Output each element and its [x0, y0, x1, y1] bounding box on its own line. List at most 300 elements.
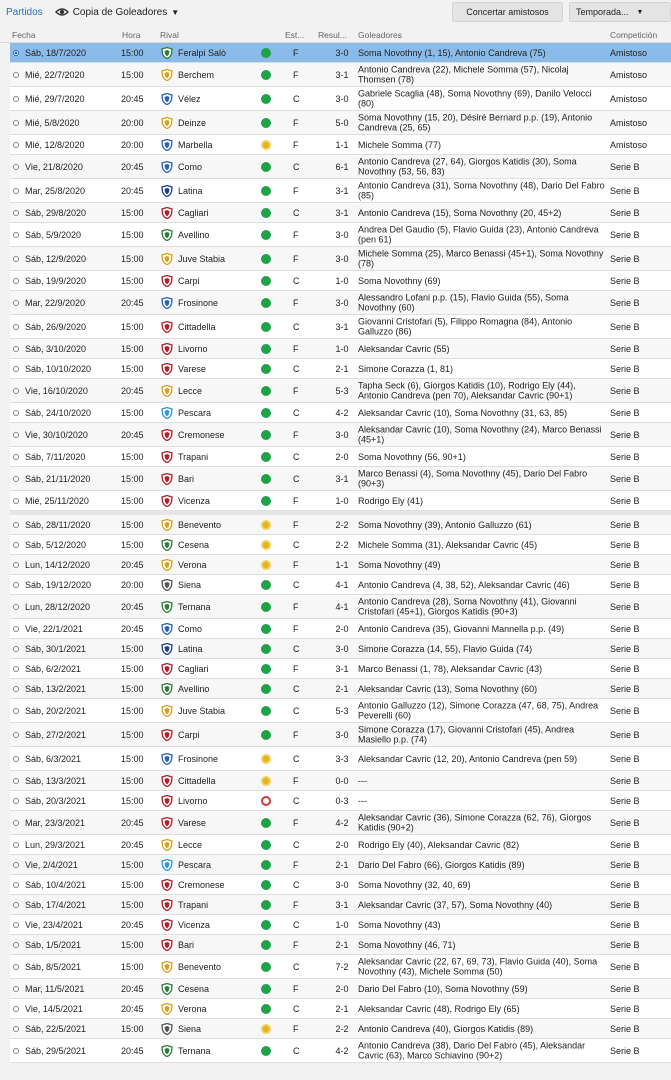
- goalscorers: Simone Corazza (17), Giovanni Cristofari (45), Andrea Masiello p.p. (74): [358, 724, 575, 745]
- goalscorers: Marco Benassi (4), Soma Novothny (45), Dario Del Fabro (90+3): [358, 468, 588, 489]
- match-time: 15:00: [121, 451, 144, 462]
- goalscorers: Soma Novothny (46, 71): [358, 939, 456, 950]
- match-score[interactable]: 3-1: [335, 185, 349, 196]
- opponent-link[interactable]: Livorno: [178, 795, 208, 806]
- table-row[interactable]: [10, 747, 671, 771]
- opponent-link[interactable]: Varese: [178, 363, 206, 374]
- table-row[interactable]: [10, 699, 671, 723]
- table-row[interactable]: [10, 791, 671, 811]
- table-row[interactable]: [10, 723, 671, 747]
- row-radio[interactable]: [13, 432, 19, 438]
- table-row[interactable]: [10, 575, 671, 595]
- venue-status: F: [293, 495, 299, 506]
- table-row[interactable]: [10, 595, 671, 619]
- table-row[interactable]: [10, 111, 671, 135]
- opponent-link[interactable]: Vicenza: [178, 919, 210, 930]
- result-win-icon: [261, 430, 271, 440]
- opponent-link[interactable]: Cagliari: [178, 663, 209, 674]
- table-row[interactable]: [10, 895, 671, 915]
- row-radio[interactable]: [13, 666, 19, 672]
- opponent-link[interactable]: Cesena: [178, 983, 210, 994]
- row-radio[interactable]: [13, 1048, 19, 1054]
- match-score[interactable]: 2-1: [335, 363, 349, 374]
- row-radio[interactable]: [13, 278, 19, 284]
- match-score[interactable]: 5-0: [335, 117, 349, 128]
- competition: Serie B: [610, 579, 640, 590]
- match-score[interactable]: 3-0: [335, 879, 349, 890]
- table-row[interactable]: [10, 315, 671, 339]
- match-time: 15:00: [121, 705, 144, 716]
- table-row[interactable]: [10, 659, 671, 679]
- table-row[interactable]: [10, 771, 671, 791]
- goalscorers: Soma Novothny (15, 20), Désiré Bernard p.p. (19), Antonio Candreva (25, 65): [358, 112, 593, 133]
- row-radio[interactable]: [13, 964, 19, 970]
- row-radio[interactable]: [13, 346, 19, 352]
- table-row[interactable]: [10, 935, 671, 955]
- table-row[interactable]: [10, 63, 671, 87]
- row-radio[interactable]: [13, 210, 19, 216]
- match-score[interactable]: 4-2: [335, 817, 349, 828]
- match-time: 15:00: [121, 69, 144, 80]
- table-row[interactable]: [10, 223, 671, 247]
- match-date: Sáb, 13/2/2021: [25, 683, 87, 694]
- competition: Serie B: [610, 961, 640, 972]
- opponent-link[interactable]: Vélez: [178, 93, 201, 104]
- opponent-link[interactable]: Trapani: [178, 451, 209, 462]
- opponent-link[interactable]: Ternana: [178, 601, 211, 612]
- match-score[interactable]: 4-2: [335, 1045, 349, 1056]
- result-win-icon: [261, 684, 271, 694]
- venue-status: C: [293, 643, 300, 654]
- opponent-link[interactable]: Cittadella: [178, 775, 216, 786]
- match-score[interactable]: 3-0: [335, 93, 349, 104]
- table-row[interactable]: [10, 679, 671, 699]
- row-radio[interactable]: [13, 756, 19, 762]
- row-radio[interactable]: [13, 410, 19, 416]
- match-score[interactable]: 1-1: [335, 559, 349, 570]
- match-score[interactable]: 1-0: [335, 495, 349, 506]
- opponent-link[interactable]: Bari: [178, 473, 195, 484]
- table-row[interactable]: [10, 619, 671, 639]
- opponent-link[interactable]: Pescara: [178, 407, 212, 418]
- result-win-icon: [261, 880, 271, 890]
- row-radio[interactable]: [13, 476, 19, 482]
- match-time: 20:45: [121, 429, 144, 440]
- opponent-link[interactable]: Lecce: [178, 839, 203, 850]
- row-radio[interactable]: [13, 582, 19, 588]
- match-date: Vie, 21/8/2020: [25, 161, 83, 172]
- competition: Serie B: [610, 161, 640, 172]
- match-score[interactable]: 6-1: [335, 161, 349, 172]
- opponent-link[interactable]: Verona: [178, 559, 207, 570]
- match-date: Mié, 22/7/2020: [25, 69, 85, 80]
- match-time: 15:00: [121, 1023, 144, 1034]
- result-draw-icon: [261, 1024, 271, 1034]
- result-win-icon: [261, 48, 271, 58]
- row-radio[interactable]: [13, 646, 19, 652]
- competition: Serie B: [610, 623, 640, 634]
- club-crest-icon: [161, 899, 173, 911]
- match-score[interactable]: 2-1: [335, 683, 349, 694]
- result-win-icon: [261, 920, 271, 930]
- table-row[interactable]: [10, 535, 671, 555]
- match-time: 20:45: [121, 1003, 144, 1014]
- row-radio[interactable]: [13, 902, 19, 908]
- competition: Serie B: [610, 343, 640, 354]
- match-date: Sáb, 20/3/2021: [25, 795, 87, 806]
- row-radio[interactable]: [13, 798, 19, 804]
- table-row[interactable]: [10, 179, 671, 203]
- eye-icon[interactable]: [55, 7, 69, 17]
- table-row[interactable]: [10, 247, 671, 271]
- table-row[interactable]: [10, 1039, 671, 1063]
- opponent-link[interactable]: Pescara: [178, 859, 212, 870]
- match-date: Sáb, 29/5/2021: [25, 1045, 87, 1056]
- col-header-resultado[interactable]: Resul...: [318, 30, 347, 40]
- club-crest-icon: [161, 429, 173, 441]
- row-radio[interactable]: [13, 842, 19, 848]
- opponent-link[interactable]: Avellino: [178, 229, 210, 240]
- tab-partidos[interactable]: Partidos: [6, 6, 43, 18]
- opponent-link[interactable]: Carpi: [178, 275, 200, 286]
- opponent-link[interactable]: Siena: [178, 579, 202, 590]
- table-row[interactable]: [10, 271, 671, 291]
- opponent-link[interactable]: Avellino: [178, 683, 210, 694]
- row-radio[interactable]: [13, 604, 19, 610]
- goalscorers: Simone Corazza (1, 81): [358, 363, 454, 374]
- opponent-link[interactable]: Juve Stabia: [178, 253, 226, 264]
- row-radio[interactable]: [13, 986, 19, 992]
- opponent-link[interactable]: Trapani: [178, 899, 209, 910]
- table-row[interactable]: [10, 467, 671, 491]
- venue-status: C: [293, 275, 300, 286]
- match-date: Sáb, 19/9/2020: [25, 275, 87, 286]
- match-score[interactable]: 2-0: [335, 839, 349, 850]
- club-crest-icon: [161, 343, 173, 355]
- table-row[interactable]: [10, 639, 671, 659]
- venue-status: F: [293, 899, 299, 910]
- opponent-link[interactable]: Benevento: [178, 961, 222, 972]
- chevron-down-icon[interactable]: ▼: [171, 7, 180, 17]
- match-score[interactable]: 1-0: [335, 343, 349, 354]
- opponent-link[interactable]: Como: [178, 161, 203, 172]
- match-date: Sáb, 10/4/2021: [25, 879, 87, 890]
- venue-status: F: [293, 859, 299, 870]
- match-score[interactable]: 2-2: [335, 1023, 349, 1034]
- opponent-link[interactable]: Juve Stabia: [178, 705, 226, 716]
- opponent-link[interactable]: Feralpi Salò: [178, 47, 227, 58]
- opponent-link[interactable]: Varese: [178, 817, 206, 828]
- opponent-link[interactable]: Bari: [178, 939, 195, 950]
- club-crest-icon: [161, 117, 173, 129]
- match-score[interactable]: 5-3: [335, 385, 349, 396]
- club-crest-icon: [161, 559, 173, 571]
- match-score[interactable]: 3-3: [335, 753, 349, 764]
- opponent-link[interactable]: Latina: [178, 643, 203, 654]
- venue-status: C: [293, 363, 300, 374]
- venue-status: F: [293, 253, 299, 264]
- row-radio[interactable]: [13, 1006, 19, 1012]
- col-header-goleadores[interactable]: Goleadores: [358, 30, 402, 40]
- club-crest-icon: [161, 839, 173, 851]
- match-score[interactable]: 5-3: [335, 705, 349, 716]
- match-score[interactable]: 3-0: [335, 297, 349, 308]
- result-draw-icon: [261, 560, 271, 570]
- schedule-friendlies-button[interactable]: Concertar amistosos: [452, 2, 563, 22]
- table-row[interactable]: [10, 155, 671, 179]
- venue-status: F: [293, 601, 299, 612]
- opponent-link[interactable]: Livorno: [178, 343, 208, 354]
- club-crest-icon: [161, 207, 173, 219]
- row-radio[interactable]: [13, 922, 19, 928]
- table-row[interactable]: [10, 87, 671, 111]
- opponent-link[interactable]: Marbella: [178, 139, 213, 150]
- opponent-link[interactable]: Benevento: [178, 519, 222, 530]
- club-crest-icon: [161, 939, 173, 951]
- col-header-fecha[interactable]: Fecha: [12, 30, 36, 40]
- club-crest-icon: [161, 919, 173, 931]
- row-radio[interactable]: [13, 562, 19, 568]
- venue-status: C: [293, 539, 300, 550]
- competition: Serie B: [610, 601, 640, 612]
- match-score[interactable]: 0-3: [335, 795, 349, 806]
- match-score[interactable]: 2-0: [335, 623, 349, 634]
- match-score[interactable]: 3-1: [335, 663, 349, 674]
- goalscorers: Dario Del Fabro (66), Giorgos Katidis (89): [358, 859, 525, 870]
- row-radio[interactable]: [13, 732, 19, 738]
- row-radio[interactable]: [13, 498, 19, 504]
- view-selector[interactable]: Copia de Goleadores: [72, 6, 168, 18]
- row-radio[interactable]: [13, 708, 19, 714]
- row-radio[interactable]: [13, 388, 19, 394]
- club-crest-icon: [161, 683, 173, 695]
- match-score[interactable]: 4-1: [335, 579, 349, 590]
- table-row[interactable]: [10, 447, 671, 467]
- col-header-hora[interactable]: Hora: [122, 30, 141, 40]
- goalscorers: Soma Novothny (43): [358, 919, 441, 930]
- col-header-estado[interactable]: Est...: [285, 30, 305, 40]
- goalscorers: Aleksandar Cavric (48), Rodrigo Ely (65): [358, 1003, 520, 1014]
- match-score[interactable]: 4-2: [335, 407, 349, 418]
- venue-status: C: [293, 473, 300, 484]
- match-time: 15:00: [121, 859, 144, 870]
- result-win-icon: [261, 818, 271, 828]
- venue-status: C: [293, 919, 300, 930]
- row-radio[interactable]: [13, 96, 19, 102]
- row-radio[interactable]: [13, 882, 19, 888]
- match-score[interactable]: 3-0: [335, 229, 349, 240]
- match-score[interactable]: 2-2: [335, 539, 349, 550]
- table-row[interactable]: [10, 43, 671, 63]
- competition: Serie B: [610, 275, 640, 286]
- opponent-link[interactable]: Carpi: [178, 729, 200, 740]
- venue-status: F: [293, 1023, 299, 1034]
- match-time: 15:00: [121, 729, 144, 740]
- match-time: 15:00: [121, 229, 144, 240]
- result-win-icon: [261, 408, 271, 418]
- match-time: 20:45: [121, 839, 144, 850]
- result-win-icon: [261, 706, 271, 716]
- venue-status: F: [293, 519, 299, 530]
- opponent-link[interactable]: Berchem: [178, 69, 215, 80]
- match-time: 20:45: [121, 297, 144, 308]
- venue-status: C: [293, 321, 300, 332]
- match-score[interactable]: 1-0: [335, 919, 349, 930]
- row-radio[interactable]: [13, 542, 19, 548]
- competition: Serie B: [610, 879, 640, 890]
- row-radio[interactable]: [13, 188, 19, 194]
- opponent-link[interactable]: Ternana: [178, 1045, 211, 1056]
- table-row[interactable]: [10, 291, 671, 315]
- opponent-link[interactable]: Frosinone: [178, 753, 219, 764]
- match-score[interactable]: 3-1: [335, 321, 349, 332]
- table-row[interactable]: [10, 203, 671, 223]
- result-win-icon: [261, 664, 271, 674]
- match-score[interactable]: 3-1: [335, 207, 349, 218]
- club-crest-icon: [161, 539, 173, 551]
- row-radio[interactable]: [13, 120, 19, 126]
- row-radio[interactable]: [13, 454, 19, 460]
- opponent-link[interactable]: Vicenza: [178, 495, 210, 506]
- match-score[interactable]: 3-1: [335, 899, 349, 910]
- table-row[interactable]: [10, 491, 671, 511]
- match-date: Sáb, 17/4/2021: [25, 899, 87, 910]
- table-row[interactable]: [10, 979, 671, 999]
- season-dropdown[interactable]: [569, 2, 671, 22]
- row-radio[interactable]: [13, 366, 19, 372]
- opponent-link[interactable]: Como: [178, 623, 203, 634]
- row-radio[interactable]: [13, 820, 19, 826]
- row-radio[interactable]: [13, 626, 19, 632]
- match-date: Vie, 22/1/2021: [25, 623, 83, 634]
- table-row[interactable]: [10, 811, 671, 835]
- match-score[interactable]: 1-1: [335, 139, 349, 150]
- venue-status: F: [293, 139, 299, 150]
- row-radio[interactable]: [13, 142, 19, 148]
- row-radio[interactable]: [13, 778, 19, 784]
- match-time: 20:45: [121, 385, 144, 396]
- opponent-link[interactable]: Cremonese: [178, 429, 225, 440]
- row-radio[interactable]: [13, 256, 19, 262]
- club-crest-icon: [161, 579, 173, 591]
- match-score[interactable]: 3-1: [335, 473, 349, 484]
- table-row[interactable]: [10, 339, 671, 359]
- table-row[interactable]: [10, 915, 671, 935]
- row-radio[interactable]: [13, 862, 19, 868]
- row-radio[interactable]: [13, 300, 19, 306]
- club-crest-icon: [161, 451, 173, 463]
- row-radio[interactable]: [13, 72, 19, 78]
- match-score[interactable]: 2-1: [335, 939, 349, 950]
- row-radio[interactable]: [13, 522, 19, 528]
- match-score[interactable]: 3-0: [335, 729, 349, 740]
- match-score[interactable]: 3-0: [335, 643, 349, 654]
- opponent-link[interactable]: Verona: [178, 1003, 207, 1014]
- match-date: Lun, 28/12/2020: [25, 601, 91, 612]
- table-row[interactable]: [10, 855, 671, 875]
- match-score[interactable]: 4-1: [335, 601, 349, 612]
- competition: Serie B: [610, 729, 640, 740]
- club-crest-icon: [161, 795, 173, 807]
- table-row[interactable]: [10, 999, 671, 1019]
- match-score[interactable]: 7-2: [335, 961, 349, 972]
- match-score[interactable]: 1-0: [335, 275, 349, 286]
- result-win-icon: [261, 118, 271, 128]
- venue-status: C: [293, 753, 300, 764]
- table-row[interactable]: [10, 1019, 671, 1039]
- table-row[interactable]: [10, 875, 671, 895]
- row-radio[interactable]: [13, 686, 19, 692]
- match-score[interactable]: 2-0: [335, 983, 349, 994]
- opponent-link[interactable]: Frosinone: [178, 297, 219, 308]
- match-score[interactable]: 2-1: [335, 859, 349, 870]
- table-row[interactable]: [10, 423, 671, 447]
- match-date: Mié, 5/8/2020: [25, 117, 80, 128]
- match-score[interactable]: 2-2: [335, 519, 349, 530]
- match-time: 20:45: [121, 983, 144, 994]
- opponent-link[interactable]: Latina: [178, 185, 203, 196]
- match-time: 20:45: [121, 1045, 144, 1056]
- club-crest-icon: [161, 983, 173, 995]
- opponent-link[interactable]: Deinze: [178, 117, 207, 128]
- table-row[interactable]: [10, 135, 671, 155]
- row-radio[interactable]: [13, 324, 19, 330]
- club-crest-icon: [161, 601, 173, 613]
- table-row[interactable]: [10, 515, 671, 535]
- opponent-link[interactable]: Cesena: [178, 539, 210, 550]
- competition: Serie B: [610, 559, 640, 570]
- match-score[interactable]: 2-0: [335, 451, 349, 462]
- goalscorers: Gabriele Scaglia (48), Soma Novothny (69), Danilo Velocci (80): [358, 88, 592, 109]
- result-win-icon: [261, 900, 271, 910]
- table-row[interactable]: [10, 555, 671, 575]
- col-header-competicion[interactable]: Competición: [610, 30, 658, 40]
- opponent-link[interactable]: Cagliari: [178, 207, 209, 218]
- table-row[interactable]: [10, 955, 671, 979]
- opponent-link[interactable]: Cremonese: [178, 879, 225, 890]
- match-score[interactable]: 0-0: [335, 775, 349, 786]
- row-radio[interactable]: [13, 50, 19, 56]
- result-draw-icon: [261, 754, 271, 764]
- table-row[interactable]: [10, 379, 671, 403]
- match-score[interactable]: 3-1: [335, 69, 349, 80]
- row-radio[interactable]: [13, 1026, 19, 1032]
- table-row[interactable]: [10, 359, 671, 379]
- row-radio[interactable]: [13, 164, 19, 170]
- match-date: Sáb, 8/5/2021: [25, 961, 82, 972]
- opponent-link[interactable]: Siena: [178, 1023, 202, 1034]
- goalscorers: Antonio Candreva (31), Soma Novothny (48), Dario Del Fabro (85): [358, 180, 605, 201]
- row-radio[interactable]: [13, 942, 19, 948]
- venue-status: C: [293, 879, 300, 890]
- match-time: 20:45: [121, 817, 144, 828]
- match-score[interactable]: 3-0: [335, 47, 349, 58]
- table-row[interactable]: [10, 403, 671, 423]
- opponent-link[interactable]: Lecce: [178, 385, 203, 396]
- col-header-rival[interactable]: Rival: [160, 30, 179, 40]
- match-score[interactable]: 3-0: [335, 429, 349, 440]
- opponent-link[interactable]: Cittadella: [178, 321, 216, 332]
- goalscorers: Aleksandar Cavric (12, 20), Antonio Candreva (pen 59): [358, 753, 578, 764]
- match-score[interactable]: 2-1: [335, 1003, 349, 1014]
- club-crest-icon: [161, 363, 173, 375]
- match-time: 15:00: [121, 343, 144, 354]
- match-score[interactable]: 3-0: [335, 253, 349, 264]
- competition: Serie B: [610, 495, 640, 506]
- row-radio[interactable]: [13, 232, 19, 238]
- table-row[interactable]: [10, 835, 671, 855]
- top-toolbar: [0, 0, 671, 24]
